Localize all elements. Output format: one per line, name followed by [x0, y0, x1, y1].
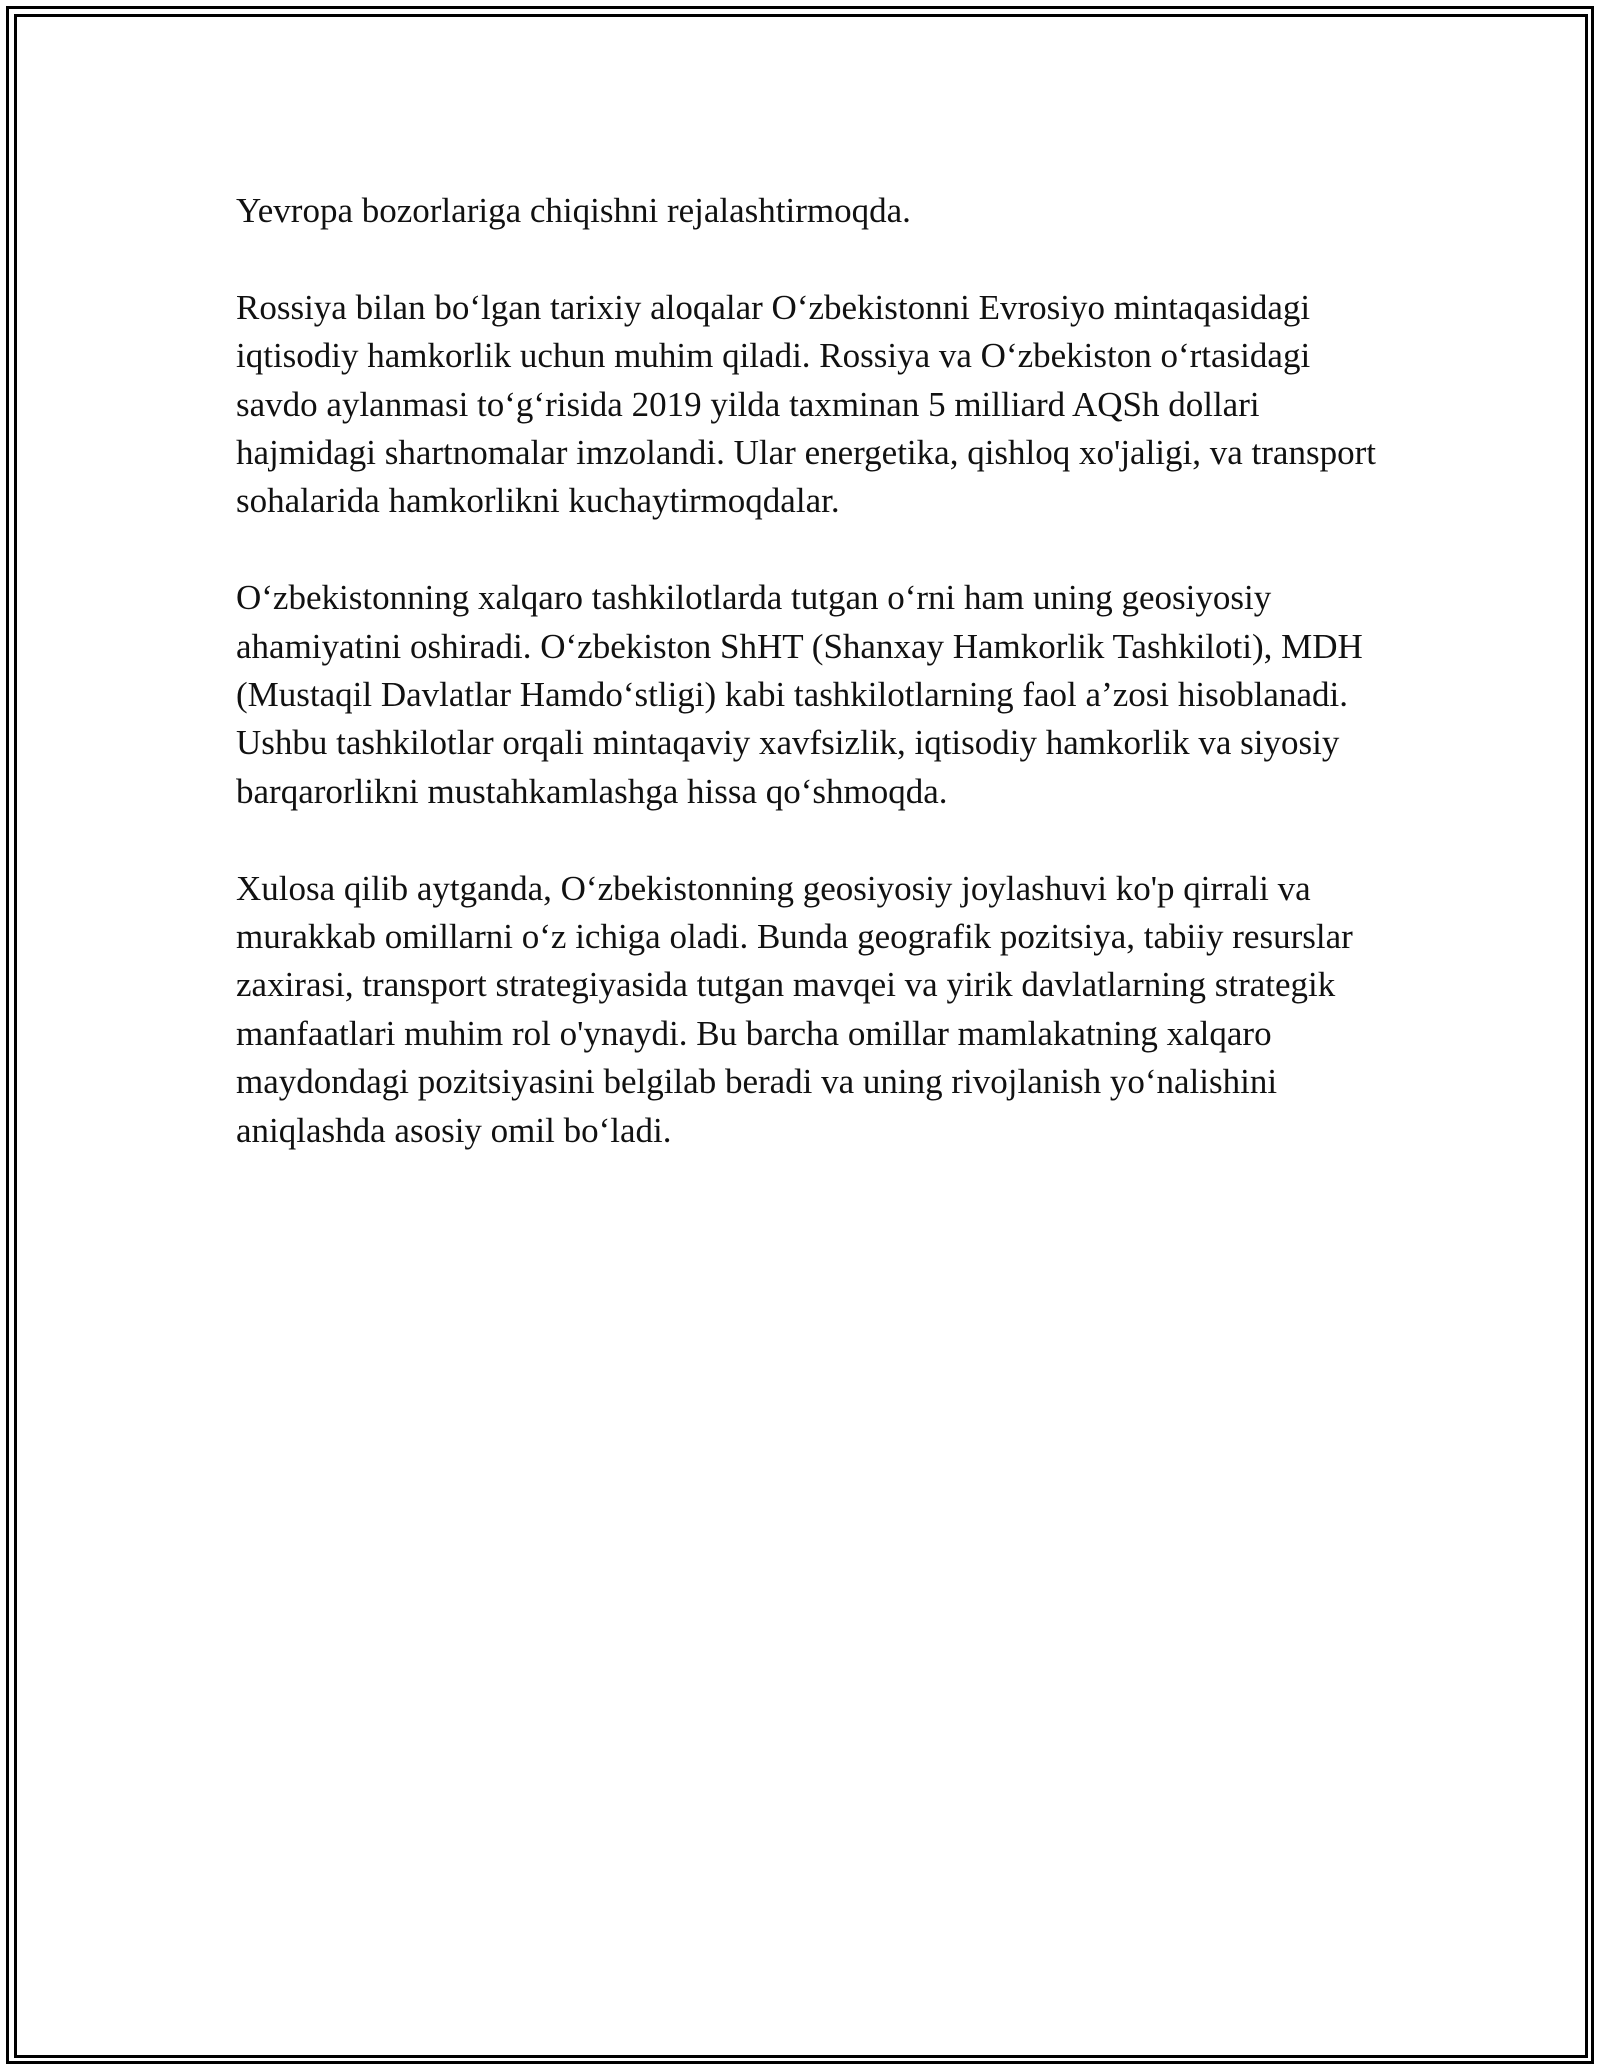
paragraph-3: O‘zbekistonning xalqaro tashkilotlarda tutgan o‘rni ham uning geosiyosiy ahamiyatini oshiradi. O‘zbekiston ShHT (Shanxay Hamkorlik Tashkiloti), MDH (Mustaqil Davlatlar Hamdo‘stligi) kabi tashkilotlarning faol a’zosi hisoblanadi. Ushbu tashkilotlar orqali mintaqaviy xavfsizlik, iqtisodiy hamkorlik va siyosiy barqarorlikni mustahkamlashga hissa qo‘shmoqda.	[236, 578, 1363, 811]
paragraph-1: Yevropa bozorlariga chiqishni rejalashtirmoqda.	[236, 191, 911, 230]
document-body	[236, 187, 1376, 1203]
paragraph-2: Rossiya bilan bo‘lgan tarixiy aloqalar O‘zbekistonni Evrosiyo mintaqasidagi iqtisodiy hamkorlik uchun muhim qiladi. Rossiya va O‘zbekiston o‘rtasidagi savdo aylanmasi to‘g‘risida 2019 yilda taxminan 5 milliard AQSh dollari hajmidagi shartnomalar imzolandi. Ular energetika, qishloq xo'jaligi, va transport sohalarida hamkorlikni kuchaytirmoqdalar.	[236, 287, 1376, 521]
paragraph-4: Xulosa qilib aytganda, O‘zbekistonning geosiyosiy joylashuvi ko'p qirrali va murakkab omillarni o‘z ichiga oladi. Bunda geografik pozitsiya, tabiiy resurslar zaxirasi, transport strategiyasida tutgan mavqei va yirik davlatlarning strategik manfaatlari muhim rol o'ynaydi. Bu barcha omillar mamlakatning xalqaro maydondagi pozitsiyasini belgilab beradi va uning rivojlanish yo‘nalishini aniqlashda asosiy omil bo‘ladi.	[236, 868, 1353, 1150]
